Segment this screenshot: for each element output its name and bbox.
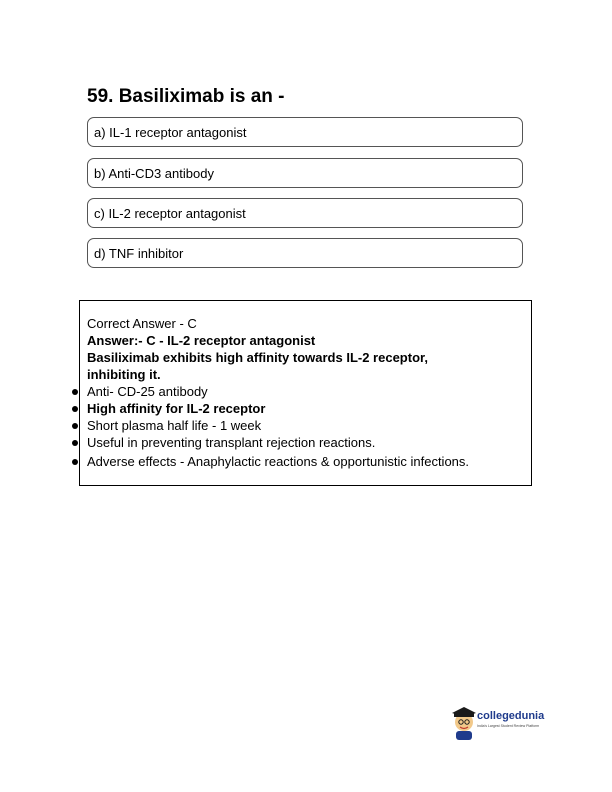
bullet-item: Adverse effects - Anaphylactic reactions & opportunistic infections. [87,454,470,469]
bullet-item: Short plasma half life - 1 week [87,418,262,433]
option-b[interactable]: b) Anti-CD3 antibody [87,158,523,188]
bullet-dot-icon [72,406,78,412]
bullet-dot-icon [72,440,78,446]
bullet-item: Useful in preventing transplant rejection reactions. [87,435,376,450]
explanation-line-1: Basiliximab exhibits high affinity towards IL-2 receptor, [87,350,428,365]
answer-line: Answer:- C - IL-2 receptor antagonist [87,333,316,348]
question-title: 59. Basiliximab is an - [87,86,285,107]
correct-answer: Correct Answer - C [87,316,197,331]
explanation-line-2: inhibiting it. [87,367,161,382]
bullet-dot-icon [72,389,78,395]
bullet-item: Anti- CD-25 antibody [87,384,208,399]
bullet-dot-icon [72,423,78,429]
bullet-dot-icon [72,459,78,465]
logo-tagline: India's Largest Student Review Platform [477,724,540,728]
option-d[interactable]: d) TNF inhibitor [87,238,523,268]
logo-name: collegedunia [477,710,545,722]
option-c[interactable]: c) IL-2 receptor antagonist [87,198,523,228]
bullet-item: High affinity for IL-2 receptor [87,401,266,416]
option-a[interactable]: a) IL-1 receptor antagonist [87,117,523,147]
